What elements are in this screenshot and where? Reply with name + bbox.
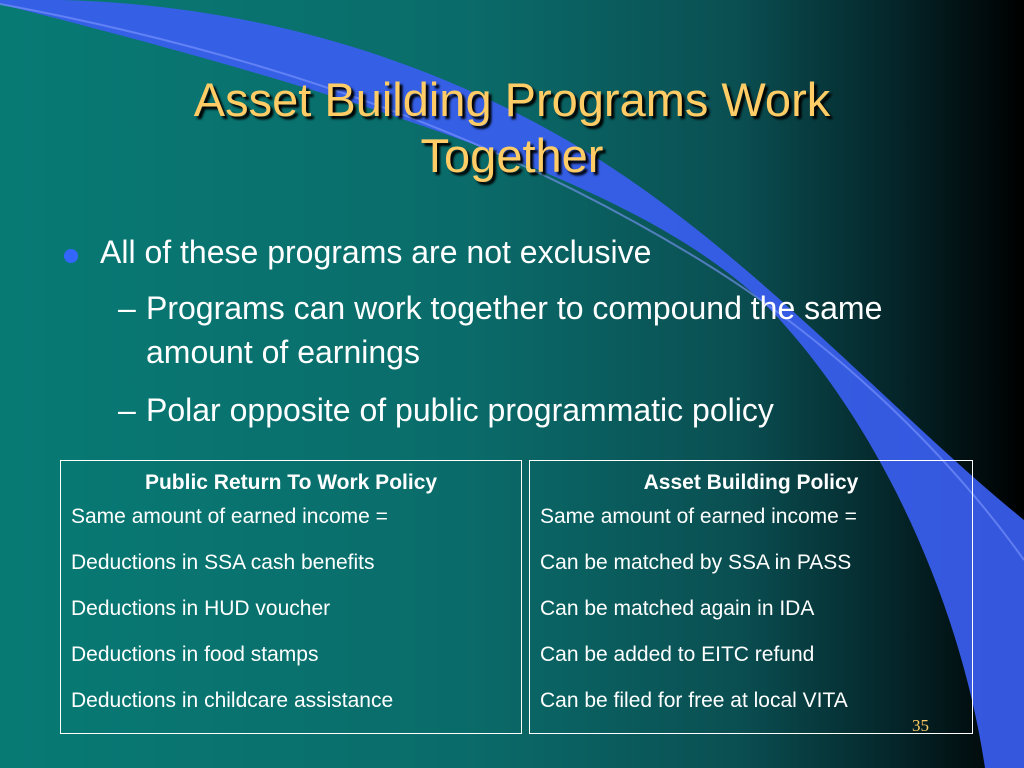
table-row: Deductions in SSA cash benefits bbox=[71, 551, 375, 574]
dash-icon: – bbox=[118, 290, 136, 326]
table-row: Can be added to EITC refund bbox=[540, 643, 815, 666]
bullet-dot-icon bbox=[64, 249, 78, 263]
sub-bullet-text: Polar opposite of public programmatic policy bbox=[146, 392, 774, 428]
asset-building-policy-table bbox=[529, 460, 973, 734]
slide-title-line-2: Together bbox=[420, 129, 604, 182]
table-row: Same amount of earned income = bbox=[71, 505, 388, 528]
main-bullet-text: All of these programs are not exclusive bbox=[100, 234, 652, 270]
table-row: Can be matched again in IDA bbox=[540, 597, 815, 620]
table-header: Public Return To Work Policy bbox=[144, 471, 438, 494]
table-row: Same amount of earned income = bbox=[540, 505, 857, 528]
sub-bullet-text: Programs can work together to compound the same amount of earnings bbox=[146, 290, 883, 370]
slide-title-line-1: Asset Building Programs Work bbox=[193, 73, 831, 126]
table-header: Asset Building Policy bbox=[643, 471, 859, 494]
slide-title bbox=[40, 72, 984, 184]
dash-icon: – bbox=[118, 392, 136, 428]
table-row: Can be filed for free at local VITA bbox=[540, 689, 848, 712]
table-row: Deductions in HUD voucher bbox=[71, 597, 331, 620]
page-number: 35 bbox=[912, 716, 929, 735]
table-row: Deductions in childcare assistance bbox=[71, 689, 394, 712]
table-row: Can be matched by SSA in PASS bbox=[540, 551, 852, 574]
return-to-work-policy-table bbox=[60, 460, 522, 734]
table-row: Deductions in food stamps bbox=[71, 643, 319, 666]
